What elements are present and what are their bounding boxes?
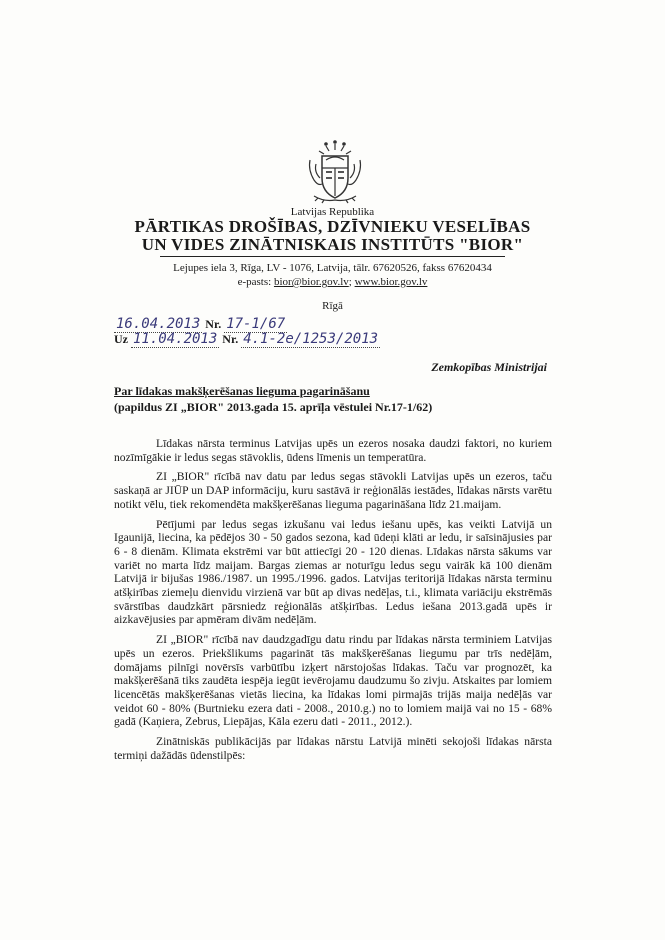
outgoing-number: 17-1/67 [226,316,286,332]
body-paragraph: ZI „BIOR" rīcībā nav daudzgadīgu datu rindu par līdakas nārsta terminiem Latvijas upēs un ezeros. Priekšlikums pagarināt tās makšķerēšanas liegumu par trīs nedēļām, domājams pilnīgi novērsīs varbūtību izķert nārstojošas līdakas. Taču var prognozēt, ka makšķerēšanā tiks zaudēta iespēja iegūt ievērojamu daudzumu šo zivju. Atskaites par lomiem licencētās makšķerēšanas vietās liecina, ka līdakas lomi pirmajās trijās maija nedēļās var veidot 60 - 80% (Burtnieku ezera dati - 2008., 2010.g.) no to lomiem maijā vai no 15 - 68% gadā (Kaņiera, Zebrus, Liepājas, Kāla ezeru dati - 2011., 2012.). [114,633,552,729]
letter-body [114,437,552,768]
outgoing-date: 16.04.2013 [116,316,201,332]
incoming-date: 11.04.2013 [133,331,218,347]
incoming-number: 4.1-2e/1253/2013 [243,331,379,347]
body-paragraph: Līdakas nārsta terminus Latvijas upēs un ezeros nosaka daudzi faktori, no kuriem nozīmīgākie ir ledus segas stāvoklis, ūdens līmenis un temperatūra. [114,437,552,464]
contact-line [0,276,665,288]
email-label: e-pasts: [237,276,272,288]
institute-address: Lejupes iela 3, Rīga, LV - 1076, Latvija, tālr. 67620526, fakss 67620434 [173,262,492,274]
contact-separator: ; [348,276,352,288]
body-paragraph: Zinātniskās publikācijās par līdakas nārstu Latvijā minēti sekojoši līdakas nārsta termiņi dažādās ūdenstilpēs: [114,735,552,762]
subject-line2: (papildus ZI „BIOR" 2013.gada 15. aprīļa vēstulei Nr.17-1/62) [114,400,433,414]
institute-name-line1: PĀRTIKAS DROŠĪBAS, DZĪVNIEKU VESELĪBAS [134,217,531,236]
incoming-reference [114,331,380,348]
city-label: Rīgā [322,300,343,312]
incoming-uz-label: Uz [114,332,128,346]
header-divider [160,256,505,257]
email-link[interactable]: bior@bior.gov.lv [273,276,349,288]
recipient: Zemkopības Ministrijai [431,360,547,374]
body-paragraph: Pētījumi par ledus segas izkušanu vai ledus iešanu upēs, kas veikti Latvijā un Igaunijā, liecina, ka pēdējos 30 - 50 gados sezona, kad ūdeņi klāti ar ledu, ir saīsinājusies par 6 - 8 dienām. Klimata ekstrēmi var būt attiecīgi 20 - 120 dienas. Līdakas nārsta sākums var variēt no marta līdz maijam. Bargas ziemas ar noturīgu ledus segu vairāk kā 100 dienām Latvijā ir bijušas 1986./1987. un 1995./1996. gados. Latvijas teritorijā līdakas nārsta terminu atšķirības ziemeļu dienvidu virzienā var būt ap divas nedēļas, t.i., klimata variāciju ekstrēmās svārstības daudzkārt pārsniedz reģionālās atšķirības. Ledus iešana 2013.gadā upēs ir aizkavējusies par apmēram divām nedēļām. [114,517,552,627]
outgoing-nr-label: Nr. [205,317,222,331]
republic-label: Latvijas Republika [290,206,375,218]
subject-line1: Par līdakas makšķerēšanas lieguma pagarināšanu [114,384,370,398]
institute-name-line2: UN VIDES ZINĀTNISKAIS INSTITŪTS "BIOR" [141,235,524,254]
website-link[interactable]: www.bior.gov.lv [354,276,428,288]
latvia-coat-of-arms-icon [304,140,366,206]
subject-block [114,383,554,415]
body-paragraph: ZI „BIOR" rīcībā nav datu par ledus segas stāvokli Latvijas upēs un ezeros, taču saskaņā ar JIŪP un DAP informāciju, kuru sastāvā ir reģionālās iestādes, līdakas nārsts varētu notikt vēlu, tiek rekomendēta makšķerēšanas lieguma pagarināšana līdz 21.maijam. [114,470,552,511]
incoming-nr-label: Nr. [222,332,239,346]
